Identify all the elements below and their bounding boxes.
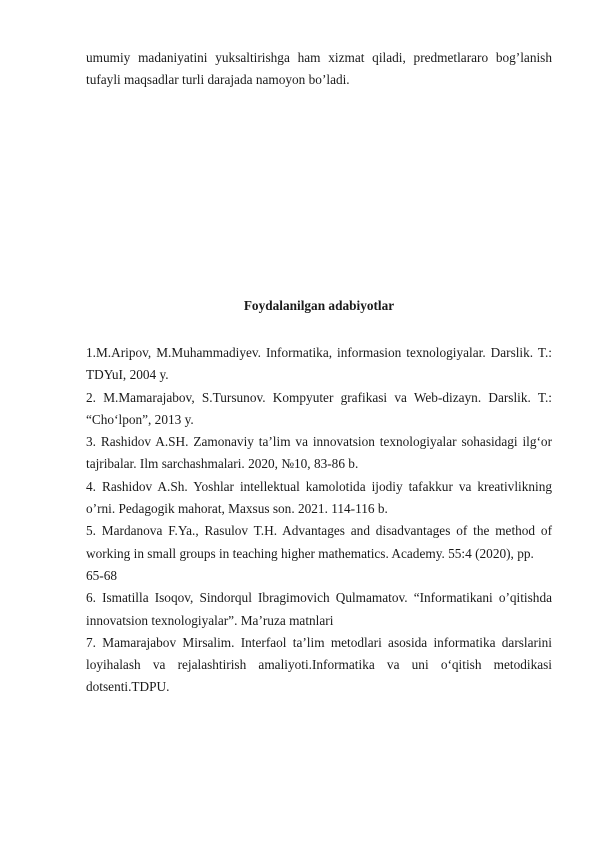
reference-item-2: 2. M.Mamarajabov, S.Tursunov. Kompyuter grafikasi va Web-dizayn. Darslik. T.: “Cho‘lpon”, 2013 y. bbox=[86, 389, 552, 427]
reference-item-5: 5. Mardanova F.Ya., Rasulov T.H. Advantages and disadvantages of the method of working in small groups in teaching higher mathematics. Academy. 55:4 (2020), pp. bbox=[86, 523, 552, 561]
reference-item-6: 6. Ismatilla Isoqov, Sindorqul Ibragimovich Qulmamatov. “Informatikani o’qitishda innovatsion texnologiyalar”. Ma’ruza matnlari bbox=[86, 590, 552, 628]
intro-text: umumiy madaniyatini yuksaltirishga ham xizmat qiladi, predmetlararo bog’lanish tufayli maqsadlar turli darajada namoyon bo’ladi. bbox=[86, 50, 552, 88]
reference-item-7: 7. Mamarajabov Mirsalim. Interfaol ta’lim metodlari asosida informatika darslarini loyihalash va rejalashtirish amaliyoti.Informatika va uni o‘qitish metodikasi dotsenti.TDPU. bbox=[86, 634, 552, 695]
intro-paragraph bbox=[86, 47, 552, 92]
reference-item-4: 4. Rashidov A.Sh. Yoshlar intellektual kamolotida ijodiy tafakkur va kreativlikning bbox=[86, 478, 552, 494]
reference-item-4-continued: o’rni. Pedagogik mahorat, Maxsus son. 2021. 114-116 b. bbox=[86, 501, 388, 517]
reference-item-1: 1.M.Aripov, M.Muhammadiyev. Informatika, informasion texnologiyalar. Darslik. T.: TDYuI, 2004 y. bbox=[86, 345, 552, 383]
references-list bbox=[86, 342, 552, 699]
reference-item-5-pages: 65-68 bbox=[86, 567, 118, 583]
reference-item-3: 3. Rashidov A.SH. Zamonaviy ta’lim va innovatsion texnologiyalar sohasidagi ilg‘or tajribalar. Ilm sarchashmalari. 2020, №10, 83-86 b. bbox=[86, 434, 552, 472]
references-heading: Foydalanilgan adabiyotlar bbox=[243, 298, 395, 313]
